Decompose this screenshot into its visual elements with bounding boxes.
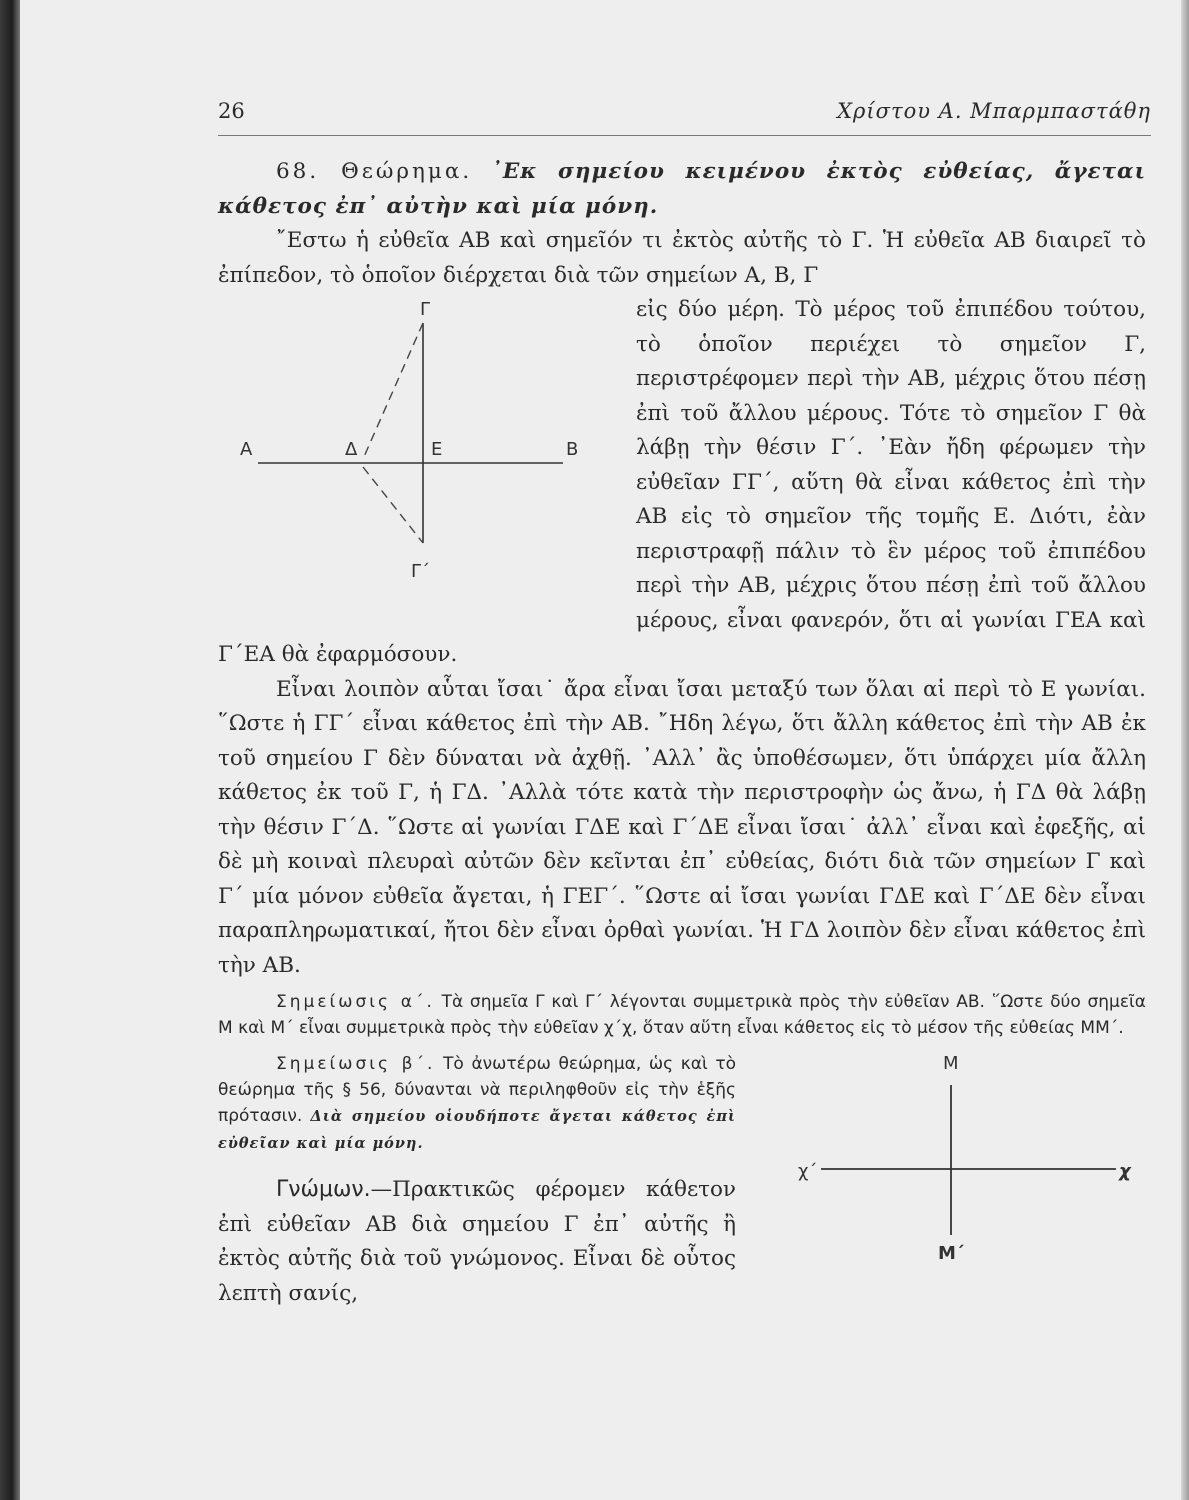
label-m-prime: Μ΄ (938, 1243, 964, 1264)
paragraph-1-with-figure (218, 293, 1146, 673)
note-b-text: Τὸ ἀνωτέρω θεώρημα, ὡς καὶ τὸ θεώρημα τῆς § 56, δύνανται νὰ περιληφθοῦν εἰς τὴν ἑξῆς πρότασιν. (218, 1054, 737, 1126)
line-gd-dashed (363, 323, 423, 459)
label-a: Α (240, 439, 253, 460)
figure-symmetric-points (756, 1047, 1146, 1267)
body-text (218, 155, 1146, 1311)
page-header (218, 95, 1151, 136)
label-x-prime: χ΄ (798, 1161, 818, 1182)
label-g: Γ (420, 299, 431, 320)
label-g-prime: Γ΄ (411, 561, 431, 582)
note-a-label: Σημείωσις α΄. (276, 992, 435, 1012)
label-x: χ (1119, 1161, 1131, 1182)
paragraph-2: Εἶναι λοιπὸν αὗται ἴσαι˙ ἄρα εἶναι ἴσαι μεταξύ των ὅλαι αἱ περὶ τὸ Ε γωνίαι. ῞Ωστε ἡ ΓΓ΄ εἶναι κάθετος ἐπὶ τὴν ΑΒ. ῎Ηδη λέγω, ὅτι ἄλλη κάθετος ἐπὶ τὴν ΑΒ ἐκ τοῦ σημείου Γ δὲν δύναται νὰ ἀχθῇ. ᾿Αλλ᾿ ἂς ὑποθέσωμεν, ὅτι ὑπάρχει μία ἄλλη κάθετος ἐκ τοῦ Γ, ἡ ΓΔ. ᾿Αλλὰ τότε κατὰ τὴν περιστροφὴν ὡς ἄνω, ἡ ΓΔ θὰ λάβῃ τὴν θέσιν Γ΄Δ. ῞Ωστε αἱ γωνίαι ΓΔΕ καὶ Γ΄ΔΕ εἶναι ἴσαι˙ ἀλλ᾿ εἶναι καὶ ἐφεξῆς, αἱ δὲ μὴ κοιναὶ πλευραὶ αὐτῶν δὲν κεῖνται ἐπ᾿ εὐθείας, διότι διὰ τῶν σημείων Γ καὶ Γ΄ μία μόνον εὐθεῖα ἄγεται, ἡ ΓΕΓ΄. ῞Ωστε αἱ ἴσαι γωνίαι ΓΔΕ καὶ Γ΄ΔΕ δὲν εἶναι παραπληρωματικαί, ἤτοι δὲν εἶναι ὀρθαὶ γωνίαι. Ἡ ΓΔ λοιπὸν δὲν εἶναι κάθετος ἐπὶ τὴν ΑΒ. (218, 676, 1146, 978)
theorem-heading (218, 155, 1146, 224)
label-m: Μ (943, 1053, 959, 1074)
theorem-statement: ᾿Εκ σημείου κειμένου ἐκτὸς εὐθείας, ἄγεται κάθετος ἐπ᾿ αὐτὴν καὶ μία μόνη. (218, 159, 1146, 219)
note-b-label: Σημείωσις β΄. (276, 1054, 436, 1074)
label-d: Δ (345, 439, 358, 460)
note-a (218, 989, 1146, 1041)
theorem-label: 68. Θεώρημα. (276, 159, 473, 184)
scan-edge-left (0, 0, 20, 1500)
note-b-statement: Διὰ σημείου οἱουδήποτε ἄγεται κάθετος ἐπὶ εὐθεῖαν καὶ μία μόνη. (218, 1108, 736, 1152)
note-b-with-figure (218, 1051, 1146, 1311)
scan-edge-right (1181, 0, 1189, 1500)
label-e: Ε (431, 439, 443, 460)
line-gpd-dashed (363, 467, 423, 543)
gnomon-label: Γνώμων. (276, 1177, 371, 1202)
paragraph-1a: ῎Εστω ἡ εὐθεῖα ΑΒ καὶ σημεῖόν τι ἐκτὸς αὐτῆς τὸ Γ. Ἡ εὐθεῖα ΑΒ διαιρεῖ τὸ ἐπίπεδον, τὸ ὁποῖον διέρχεται διὰ τῶν σημείων Α, Β, Γ (218, 228, 1146, 288)
gnomon-text: —Πρακτικῶς φέρομεν κάθετον ἐπὶ εὐθεῖαν ΑΒ διὰ σημείου Γ ἐπ᾿ αὐτῆς ἢ ἐκτὸς αὐτῆς διὰ τοῦ γνώμονος. Εἶναι δὲ οὗτος λεπτὴ σανίς, (218, 1177, 736, 1306)
running-head: Χρίστου Α. Μπαρμπαστάθη (837, 99, 1151, 123)
page-number: 26 (218, 99, 245, 123)
figure-perpendicular-diagram (218, 293, 618, 637)
paragraph-1b: εἰς δύο μέρη. Τὸ μέρος τοῦ ἐπιπέδου τούτου, τὸ ὁποῖον περιέχει τὸ σημεῖον Γ, περιστρέφομεν περὶ τὴν ΑΒ, μέχρις ὅτου πέσῃ ἐπὶ τοῦ ἄλλου μέρους. Τότε τὸ σημεῖον Γ θὰ λάβῃ τὴν θέσιν Γ΄. ᾿Εὰν ἤδη φέρωμεν τὴν εὐθεῖαν ΓΓ΄, αὕτη θὰ εἶναι κάθετος ἐπὶ τὴν ΑΒ εἰς τὸ σημεῖον τῆς τομῆς Ε. Διότι, ἐὰν περιστραφῇ πάλιν τὸ ἓν μέρος τοῦ ἐπιπέδου περὶ τὴν ΑΒ, μέχρις ὅτου πέσῃ ἐπὶ τοῦ ἄλλου μέρους, εἶναι φανερόν, ὅτι αἱ γωνίαι ΓΕΑ καὶ Γ΄ΕΑ θὰ ἐφαρμόσουν. (218, 297, 1146, 667)
label-b: Β (566, 439, 579, 460)
note-a-text: Τὰ σημεῖα Γ καὶ Γ΄ λέγονται συμμετρικὰ πρὸς τὴν εὐθεῖαν ΑΒ. ῞Ωστε δύο σημεῖα Μ καὶ Μ΄ εἶναι συμμετρικὰ πρὸς τὴν εὐθεῖαν χ΄χ, ὅταν αὕτη εἶναι κάθετος εἰς τὸ μέσον τῆς εὐθείας ΜΜ΄. (218, 992, 1146, 1038)
